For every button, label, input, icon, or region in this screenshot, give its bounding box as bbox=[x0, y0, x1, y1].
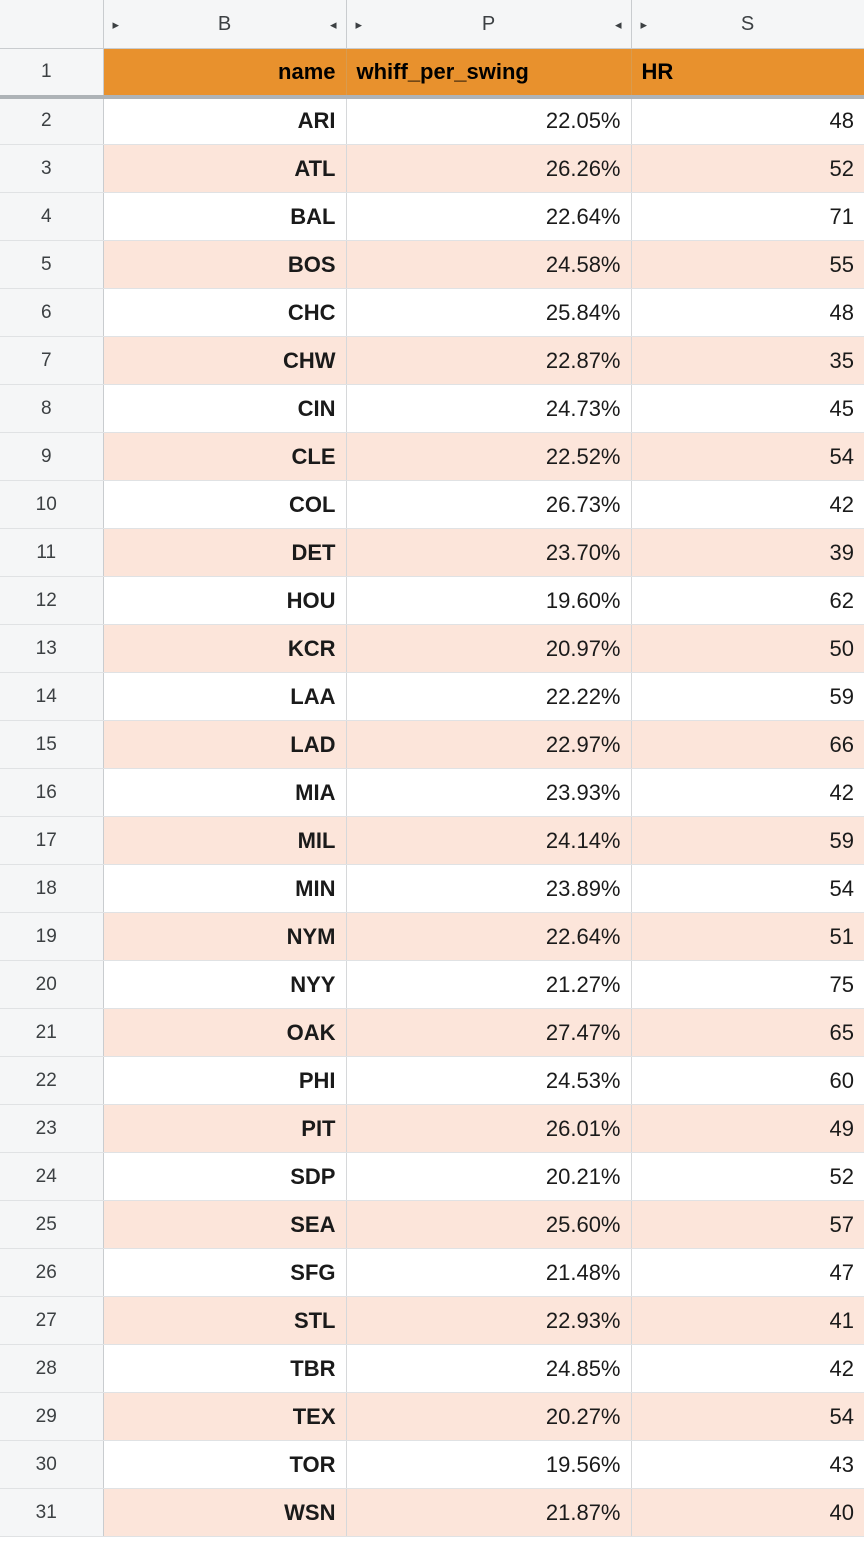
cell-whiff-per-swing[interactable]: 24.58% bbox=[346, 241, 631, 289]
cell-hr[interactable]: 54 bbox=[631, 433, 864, 481]
row-number[interactable]: 24 bbox=[0, 1153, 103, 1201]
table-row bbox=[0, 193, 864, 241]
table-row bbox=[0, 961, 864, 1009]
cell-whiff-per-swing[interactable]: 19.60% bbox=[346, 577, 631, 625]
row-number[interactable]: 25 bbox=[0, 1201, 103, 1249]
table-row bbox=[0, 865, 864, 913]
cell-hr[interactable]: 75 bbox=[631, 961, 864, 1009]
cell-whiff-per-swing[interactable]: 23.93% bbox=[346, 769, 631, 817]
table-row bbox=[0, 241, 864, 289]
header-cell-name[interactable]: name bbox=[103, 49, 346, 97]
cell-whiff-per-swing[interactable]: 22.93% bbox=[346, 1297, 631, 1345]
cell-name[interactable]: SDP bbox=[103, 1153, 346, 1201]
cell-hr[interactable]: 71 bbox=[631, 193, 864, 241]
cell-hr[interactable]: 48 bbox=[631, 289, 864, 337]
column-letter-s: S bbox=[740, 13, 755, 35]
table-row bbox=[0, 1153, 864, 1201]
cell-whiff-per-swing[interactable]: 22.52% bbox=[346, 433, 631, 481]
cell-name[interactable]: PIT bbox=[103, 1105, 346, 1153]
cell-name[interactable]: NYY bbox=[103, 961, 346, 1009]
cell-whiff-per-swing[interactable]: 21.87% bbox=[346, 1489, 631, 1537]
cell-hr[interactable]: 42 bbox=[631, 1345, 864, 1393]
cell-hr[interactable]: 43 bbox=[631, 1441, 864, 1489]
cell-hr[interactable]: 54 bbox=[631, 865, 864, 913]
cell-whiff-per-swing[interactable]: 25.60% bbox=[346, 1201, 631, 1249]
table-row bbox=[0, 673, 864, 721]
cell-whiff-per-swing[interactable]: 22.87% bbox=[346, 337, 631, 385]
cell-whiff-per-swing[interactable]: 26.73% bbox=[346, 481, 631, 529]
cell-whiff-per-swing[interactable]: 24.14% bbox=[346, 817, 631, 865]
cell-name[interactable]: WSN bbox=[103, 1489, 346, 1537]
table-row bbox=[0, 913, 864, 961]
table-row bbox=[0, 1057, 864, 1105]
table-row bbox=[0, 385, 864, 433]
cell-name[interactable]: MIL bbox=[103, 817, 346, 865]
cell-name[interactable]: ATL bbox=[103, 145, 346, 193]
table-row bbox=[0, 481, 864, 529]
row-number[interactable]: 13 bbox=[0, 625, 103, 673]
cell-whiff-per-swing[interactable]: 26.26% bbox=[346, 145, 631, 193]
cell-hr[interactable]: 42 bbox=[631, 481, 864, 529]
column-header-b[interactable] bbox=[103, 0, 346, 49]
cell-hr[interactable]: 60 bbox=[631, 1057, 864, 1105]
cell-whiff-per-swing[interactable]: 23.70% bbox=[346, 529, 631, 577]
table-row bbox=[0, 625, 864, 673]
row-number[interactable]: 3 bbox=[0, 145, 103, 193]
cell-name[interactable]: PHI bbox=[103, 1057, 346, 1105]
cell-whiff-per-swing[interactable]: 22.64% bbox=[346, 913, 631, 961]
cell-name[interactable]: TBR bbox=[103, 1345, 346, 1393]
cell-whiff-per-swing[interactable]: 20.21% bbox=[346, 1153, 631, 1201]
row-number[interactable]: 18 bbox=[0, 865, 103, 913]
table-row bbox=[0, 1393, 864, 1441]
cell-whiff-per-swing[interactable]: 19.56% bbox=[346, 1441, 631, 1489]
table-row bbox=[0, 1441, 864, 1489]
cell-name[interactable]: CHW bbox=[103, 337, 346, 385]
table-row bbox=[0, 721, 864, 769]
row-number[interactable]: 19 bbox=[0, 913, 103, 961]
row-number[interactable]: 4 bbox=[0, 193, 103, 241]
cell-name[interactable]: STL bbox=[103, 1297, 346, 1345]
row-number[interactable]: 6 bbox=[0, 289, 103, 337]
table-row bbox=[0, 1201, 864, 1249]
triangle-left-icon[interactable]: ◂ bbox=[329, 16, 337, 32]
header-cell-hr[interactable]: HR bbox=[631, 49, 864, 97]
cell-name[interactable]: HOU bbox=[103, 577, 346, 625]
cell-hr[interactable]: 59 bbox=[631, 817, 864, 865]
cell-name[interactable]: LAA bbox=[103, 673, 346, 721]
table-header-row bbox=[0, 49, 864, 97]
table-row bbox=[0, 1297, 864, 1345]
row-number[interactable]: 28 bbox=[0, 1345, 103, 1393]
table-row bbox=[0, 529, 864, 577]
column-letter-b: B bbox=[217, 13, 232, 35]
cell-whiff-per-swing[interactable]: 21.48% bbox=[346, 1249, 631, 1297]
cell-hr[interactable]: 41 bbox=[631, 1297, 864, 1345]
row-number[interactable]: 27 bbox=[0, 1297, 103, 1345]
cell-whiff-per-swing[interactable]: 24.85% bbox=[346, 1345, 631, 1393]
cell-hr[interactable]: 51 bbox=[631, 913, 864, 961]
cell-whiff-per-swing[interactable]: 25.84% bbox=[346, 289, 631, 337]
table-row bbox=[0, 577, 864, 625]
triangle-right-icon[interactable]: ▸ bbox=[355, 16, 363, 32]
cell-name[interactable]: CIN bbox=[103, 385, 346, 433]
select-all-corner[interactable] bbox=[0, 0, 103, 49]
row-number[interactable]: 31 bbox=[0, 1489, 103, 1537]
cell-name[interactable]: SFG bbox=[103, 1249, 346, 1297]
table-row bbox=[0, 817, 864, 865]
column-header-p[interactable] bbox=[346, 0, 631, 49]
cell-hr[interactable]: 52 bbox=[631, 1153, 864, 1201]
row-number[interactable]: 1 bbox=[0, 49, 103, 97]
triangle-right-icon[interactable]: ▸ bbox=[640, 16, 648, 32]
row-number[interactable]: 29 bbox=[0, 1393, 103, 1441]
table-row bbox=[0, 337, 864, 385]
row-number[interactable]: 7 bbox=[0, 337, 103, 385]
cell-hr[interactable]: 62 bbox=[631, 577, 864, 625]
cell-hr[interactable]: 54 bbox=[631, 1393, 864, 1441]
triangle-right-icon[interactable]: ▸ bbox=[112, 16, 120, 32]
cell-hr[interactable]: 59 bbox=[631, 673, 864, 721]
cell-hr[interactable]: 39 bbox=[631, 529, 864, 577]
cell-hr[interactable]: 66 bbox=[631, 721, 864, 769]
table-row bbox=[0, 1345, 864, 1393]
cell-name[interactable]: CHC bbox=[103, 289, 346, 337]
table-row bbox=[0, 1489, 864, 1537]
cell-name[interactable]: ARI bbox=[103, 97, 346, 145]
cell-whiff-per-swing[interactable]: 20.97% bbox=[346, 625, 631, 673]
table-row bbox=[0, 1009, 864, 1057]
cell-name[interactable]: OAK bbox=[103, 1009, 346, 1057]
cell-name[interactable]: DET bbox=[103, 529, 346, 577]
cell-whiff-per-swing[interactable]: 26.01% bbox=[346, 1105, 631, 1153]
row-number[interactable]: 11 bbox=[0, 529, 103, 577]
cell-name[interactable]: KCR bbox=[103, 625, 346, 673]
cell-hr[interactable]: 52 bbox=[631, 145, 864, 193]
table-row bbox=[0, 1105, 864, 1153]
cell-whiff-per-swing[interactable]: 20.27% bbox=[346, 1393, 631, 1441]
column-letter-p: P bbox=[481, 13, 496, 35]
cell-name[interactable]: TOR bbox=[103, 1441, 346, 1489]
cell-hr[interactable]: 49 bbox=[631, 1105, 864, 1153]
cell-name[interactable]: MIN bbox=[103, 865, 346, 913]
row-number[interactable]: 8 bbox=[0, 385, 103, 433]
table-row bbox=[0, 1249, 864, 1297]
row-number[interactable]: 20 bbox=[0, 961, 103, 1009]
row-number[interactable]: 23 bbox=[0, 1105, 103, 1153]
row-number[interactable]: 17 bbox=[0, 817, 103, 865]
cell-whiff-per-swing[interactable]: 22.64% bbox=[346, 193, 631, 241]
row-number[interactable]: 16 bbox=[0, 769, 103, 817]
row-number[interactable]: 14 bbox=[0, 673, 103, 721]
cell-whiff-per-swing[interactable]: 22.05% bbox=[346, 97, 631, 145]
cell-name[interactable]: NYM bbox=[103, 913, 346, 961]
row-number[interactable]: 15 bbox=[0, 721, 103, 769]
table-row bbox=[0, 289, 864, 337]
cell-name[interactable]: MIA bbox=[103, 769, 346, 817]
cell-hr[interactable]: 55 bbox=[631, 241, 864, 289]
cell-hr[interactable]: 45 bbox=[631, 385, 864, 433]
cell-name[interactable]: SEA bbox=[103, 1201, 346, 1249]
cell-whiff-per-swing[interactable]: 21.27% bbox=[346, 961, 631, 1009]
table-row bbox=[0, 145, 864, 193]
table-row bbox=[0, 433, 864, 481]
cell-name[interactable]: TEX bbox=[103, 1393, 346, 1441]
row-number[interactable]: 26 bbox=[0, 1249, 103, 1297]
cell-hr[interactable]: 35 bbox=[631, 337, 864, 385]
cell-hr[interactable]: 50 bbox=[631, 625, 864, 673]
cell-hr[interactable]: 40 bbox=[631, 1489, 864, 1537]
cell-whiff-per-swing[interactable]: 24.73% bbox=[346, 385, 631, 433]
cell-hr[interactable]: 48 bbox=[631, 97, 864, 145]
column-header-row bbox=[0, 0, 864, 49]
cell-name[interactable]: CLE bbox=[103, 433, 346, 481]
cell-name[interactable]: BAL bbox=[103, 193, 346, 241]
row-number[interactable]: 30 bbox=[0, 1441, 103, 1489]
cell-whiff-per-swing[interactable]: 27.47% bbox=[346, 1009, 631, 1057]
row-number[interactable]: 12 bbox=[0, 577, 103, 625]
cell-name[interactable]: LAD bbox=[103, 721, 346, 769]
table-row bbox=[0, 769, 864, 817]
cell-hr[interactable]: 57 bbox=[631, 1201, 864, 1249]
cell-name[interactable]: BOS bbox=[103, 241, 346, 289]
cell-whiff-per-swing[interactable]: 23.89% bbox=[346, 865, 631, 913]
column-header-s[interactable] bbox=[631, 0, 864, 49]
row-number[interactable]: 21 bbox=[0, 1009, 103, 1057]
row-number[interactable]: 9 bbox=[0, 433, 103, 481]
cell-whiff-per-swing[interactable]: 22.22% bbox=[346, 673, 631, 721]
row-number[interactable]: 22 bbox=[0, 1057, 103, 1105]
table-row bbox=[0, 97, 864, 145]
cell-hr[interactable]: 42 bbox=[631, 769, 864, 817]
cell-hr[interactable]: 65 bbox=[631, 1009, 864, 1057]
row-number[interactable]: 2 bbox=[0, 97, 103, 145]
cell-hr[interactable]: 47 bbox=[631, 1249, 864, 1297]
cell-name[interactable]: COL bbox=[103, 481, 346, 529]
header-cell-whiff-per-swing[interactable]: whiff_per_swing bbox=[346, 49, 631, 97]
row-number[interactable]: 10 bbox=[0, 481, 103, 529]
cell-whiff-per-swing[interactable]: 22.97% bbox=[346, 721, 631, 769]
triangle-left-icon[interactable]: ◂ bbox=[614, 16, 622, 32]
row-number[interactable]: 5 bbox=[0, 241, 103, 289]
cell-whiff-per-swing[interactable]: 24.53% bbox=[346, 1057, 631, 1105]
